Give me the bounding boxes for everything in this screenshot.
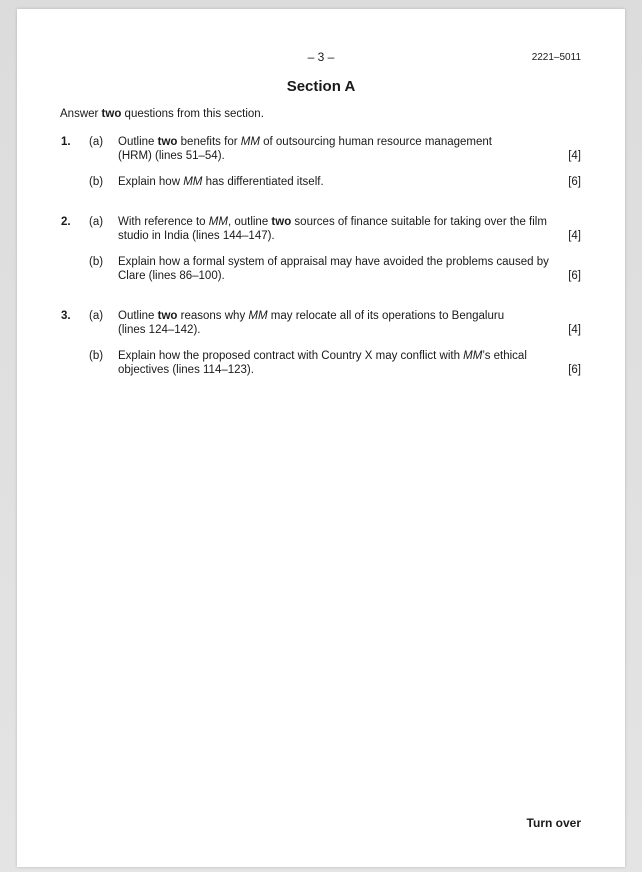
exam-page <box>17 9 625 867</box>
company-name: MM <box>208 216 228 228</box>
company-name: MM <box>240 136 260 148</box>
part-label: (b) <box>89 176 104 188</box>
question-text <box>118 349 528 377</box>
instruction-text <box>60 108 264 120</box>
question-number: 1. <box>61 136 71 148</box>
text-run: of outsourcing human resource management (HRM) (lines 51–54). <box>118 136 492 162</box>
section-title: Section A <box>286 78 356 95</box>
question-number: 3. <box>61 310 71 322</box>
text-run: sources of finance suitable for taking over the film studio in India (lines 144–147). <box>118 216 547 242</box>
marks-label: [4] <box>568 230 581 242</box>
text-run: Outline <box>118 136 158 148</box>
text-run: Outline <box>118 310 158 322</box>
emphasis-text: two <box>157 310 178 322</box>
text-run: has differentiated itself. <box>202 176 324 188</box>
text-run: benefits for <box>177 136 241 148</box>
emphasis-text: two <box>271 216 292 228</box>
text-run: , outline <box>227 216 272 228</box>
text-run: reasons why <box>177 310 249 322</box>
text-run: Explain how a formal system of appraisal may have avoided the problems caused by Clare (lines 86–100). <box>118 256 549 282</box>
question-number: 2. <box>61 216 71 228</box>
part-label: (a) <box>89 136 104 148</box>
company-name: MM <box>248 310 268 322</box>
part-label: (a) <box>89 310 104 322</box>
part-label: (b) <box>89 350 104 362</box>
company-name: MM <box>463 350 483 362</box>
question-text <box>118 175 550 189</box>
company-name: MM <box>183 176 203 188</box>
emphasis-text: two <box>157 136 178 148</box>
instruction-emphasis: two <box>101 108 122 120</box>
question-text <box>118 309 513 337</box>
instruction-after: questions from this section. <box>121 108 264 120</box>
text-run: ’s ethical objectives (lines 114–123). <box>118 350 527 376</box>
paper-code: 2221–5011 <box>531 52 581 63</box>
page-number: – 3 – <box>307 50 335 64</box>
turn-over-label: Turn over <box>526 816 581 830</box>
marks-label: [4] <box>568 150 581 162</box>
text-run: Explain how <box>118 176 184 188</box>
part-label: (b) <box>89 256 104 268</box>
instruction-before: Answer <box>60 108 102 120</box>
text-run: may relocate all of its operations to Bengaluru (lines 124–142). <box>118 310 505 336</box>
part-label: (a) <box>89 216 104 228</box>
question-text <box>118 215 550 243</box>
marks-label: [6] <box>568 270 581 282</box>
marks-label: [4] <box>568 324 581 336</box>
question-text <box>118 255 550 283</box>
text-run: With reference to <box>118 216 209 228</box>
text-run: Explain how the proposed contract with Country X may conflict with <box>118 350 464 362</box>
question-text <box>118 135 528 163</box>
marks-label: [6] <box>568 176 581 188</box>
marks-label: [6] <box>568 364 581 376</box>
